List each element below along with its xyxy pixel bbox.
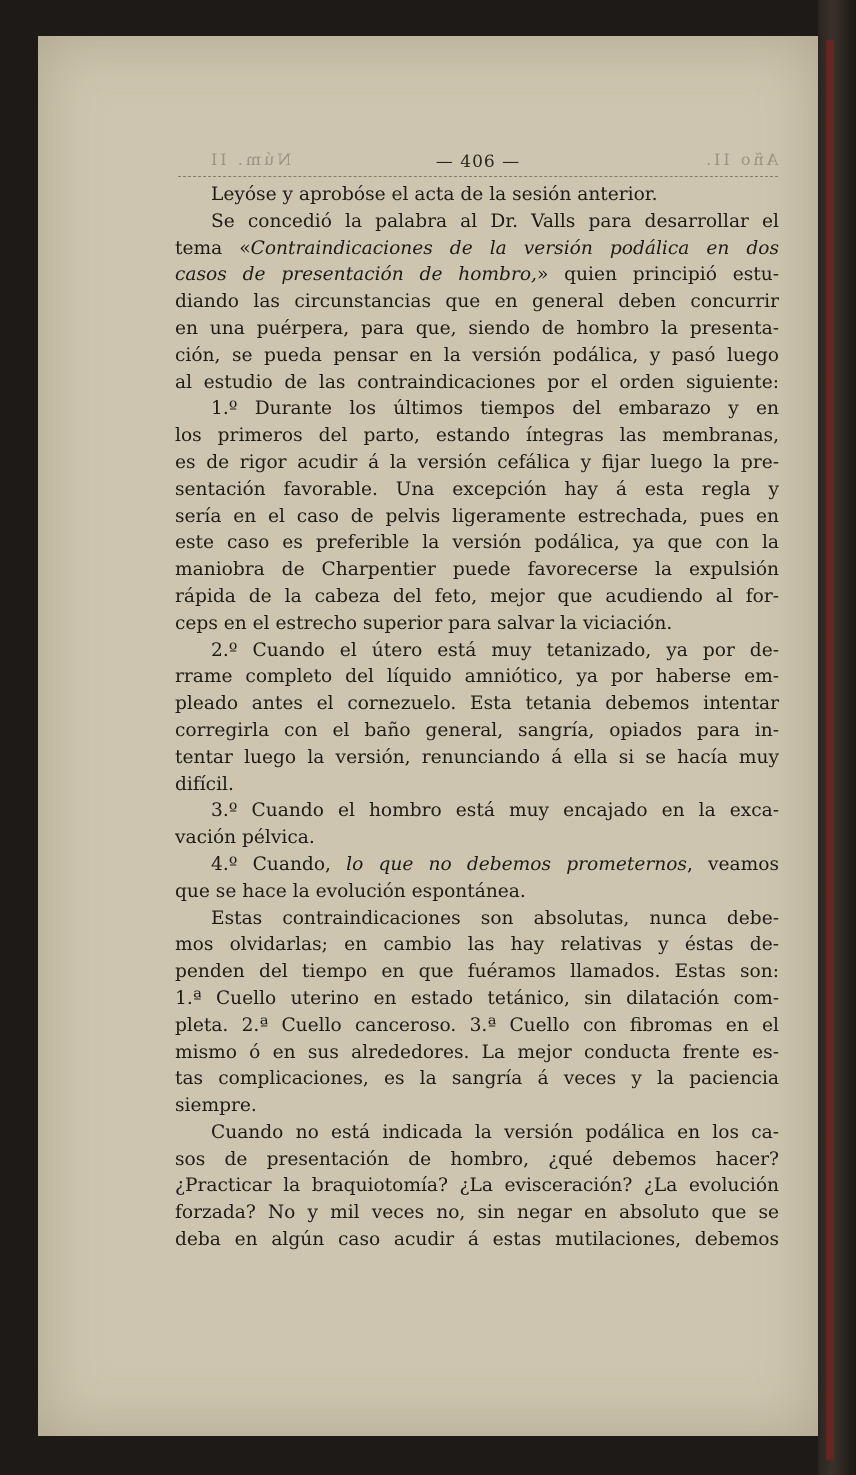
text-line: este caso es preferible la versión podálica, ya que con la <box>175 532 779 554</box>
text-line: ceps en el estrecho superior para salvar la viciación. <box>175 612 673 634</box>
text-line: Se concedió la palabra al Dr. Valls para desarrollar el <box>211 210 779 232</box>
text-line: 1.ª Cuello uterino en estado tetánico, sin dilatación com- <box>175 987 779 1009</box>
text-line: tas complicaciones, es la sangría á veces y la paciencia <box>175 1068 779 1090</box>
text-line: forzada? No y mil veces no, sin negar en absoluto que se <box>175 1202 779 1224</box>
text-line: 3.º Cuando el hombro está muy encajado en la exca- <box>211 800 779 822</box>
text-line: diando las circunstancias que en general deben concurrir <box>175 291 779 313</box>
text-line: ¿Practicar la braquiotomía? ¿La evisceración? ¿La evolución <box>175 1175 779 1197</box>
text-line: deba en algún caso acudir á estas mutilaciones, debemos <box>175 1229 779 1251</box>
text-line: al estudio de las contraindicaciones por el orden siguiente: <box>175 371 779 393</box>
text-line <box>175 262 779 289</box>
text-line: sentación favorable. Una excepción hay á esta regla y <box>175 478 779 500</box>
text-line: pleado antes el cornezuelo. Esta tetania debemos intentar <box>175 693 779 715</box>
text-line: rrame completo del líquido amniótico, ya por haberse em- <box>175 666 779 688</box>
text-line: Leyóse y aprobóse el acta de la sesión anterior. <box>211 184 658 205</box>
text-line: corregirla con el baño general, sangría, opiados para in- <box>175 719 779 741</box>
text-line: ción, se pueda pensar en la versión podálica, y pasó luego <box>175 344 779 366</box>
running-header <box>178 150 778 174</box>
text-run: , veamos <box>686 853 779 875</box>
text-line: vación pélvica. <box>175 827 315 849</box>
text-line: 2.º Cuando el útero está muy tetanizado, ya por de- <box>211 639 779 661</box>
text-line: maniobra de Charpentier puede favorecerse la expulsión <box>175 559 779 581</box>
bleed-through-left: Núm. II <box>208 150 292 169</box>
text-line: tentar luego la versión, renunciando á ella si se hacía muy <box>175 746 779 768</box>
text-line: difícil. <box>175 773 234 795</box>
body-text <box>175 182 779 1254</box>
text-line: en una puérpera, para que, siendo de hombro la presenta- <box>175 317 779 339</box>
adjacent-page-edge <box>818 0 856 1475</box>
text-line: 1.º Durante los últimos tiempos del embarazo y en <box>211 398 779 420</box>
italic-run: lo que no debemos prometernos <box>346 853 687 875</box>
text-line: sos de presentación de hombro, ¿qué debemos hacer? <box>175 1148 779 1170</box>
page-number: — 406 — <box>435 152 521 172</box>
text-line: pleta. 2.ª Cuello canceroso. 3.ª Cuello con fibromas en el <box>175 1014 779 1036</box>
italic-run: Contraindicaciones de la versión podálica en dos <box>250 237 779 259</box>
binding-edge <box>826 40 834 1460</box>
text-line: rápida de la cabeza del feto, mejor que acudiendo al for- <box>175 585 779 607</box>
text-line: que se hace la evolución espontánea. <box>175 880 526 902</box>
text-line: Estas contraindicaciones son absolutas, nunca debe- <box>211 907 779 929</box>
text-line <box>175 236 779 263</box>
bleed-through-right: Año II. <box>702 150 778 169</box>
text-line: es de rigor acudir á la versión cefálica y fijar luego la pre- <box>175 451 779 473</box>
text-line: mismo ó en sus alrededores. La mejor conducta frente es- <box>175 1041 779 1063</box>
text-line: Cuando no está indicada la versión podálica en los ca- <box>211 1121 779 1143</box>
text-line: los primeros del parto, estando íntegras las membranas, <box>175 425 779 447</box>
text-line: mos olvidarlas; en cambio las hay relativas y éstas de- <box>175 934 779 956</box>
text-run: 4.º Cuando, <box>211 853 347 875</box>
text-line <box>175 852 779 879</box>
text-line: sería en el caso de pelvis ligeramente estrechada, pues en <box>175 505 779 527</box>
italic-run: casos de presentación de hombro, <box>175 264 537 286</box>
text-line: siempre. <box>175 1095 257 1117</box>
header-rule <box>178 176 778 178</box>
text-run: tema « <box>175 237 251 259</box>
text-run: » quien principió estu- <box>536 264 779 286</box>
text-line: penden del tiempo en que fuéramos llamados. Estas son: <box>175 961 779 983</box>
